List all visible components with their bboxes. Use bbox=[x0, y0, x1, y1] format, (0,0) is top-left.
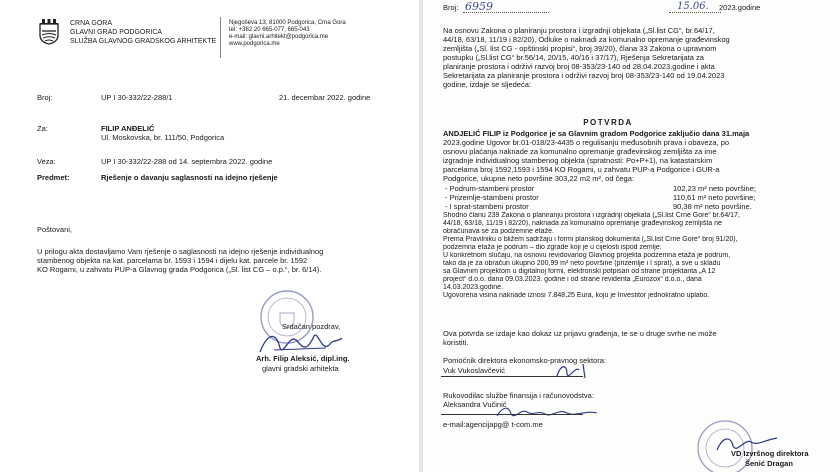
main-line: izgradnje individualnog stambenog objekta (spratnosti: Po+P+1), na katastarskim bbox=[443, 156, 713, 165]
recipient-address: Ul. Moskovska, br. 111/50, Podgorica bbox=[101, 133, 225, 142]
area-label: - Podrum-stambeni prostor bbox=[445, 184, 535, 193]
main-paragraph bbox=[443, 129, 803, 183]
calc-line: podzemna etaža je podrum – dio zgrade koji je u cijelosti ispod zemlje. bbox=[443, 244, 662, 251]
za-label: Za: bbox=[37, 124, 48, 133]
closing: Srdačan pozdrav, bbox=[282, 322, 341, 331]
predmet-value: Rješenje o davanju saglasnosti na idejno rješenje bbox=[101, 173, 278, 182]
letter-body-line: U prilogu akta dostavljamo Vam rješenje o saglasnosti na idejno rješenje individualnog bbox=[37, 247, 324, 256]
purpose-line: koristiti. bbox=[443, 338, 469, 347]
contact-website: www.podgorica.me bbox=[229, 41, 280, 47]
broj-label: Broj: bbox=[37, 93, 53, 102]
date-suffix: 2023.godine bbox=[719, 3, 761, 12]
intro-paragraph bbox=[443, 26, 803, 89]
coat-of-arms-icon bbox=[38, 18, 60, 45]
broj-label: Broj: bbox=[443, 3, 459, 12]
area-label: - Prizemlje-stambeni prostor bbox=[445, 193, 539, 202]
letter-body-line: KO Rogami, u zahvatu PUP-a Glavnog grada Podgorica („Sl. list CG – o.p.“, br. 6/14). bbox=[37, 265, 322, 274]
calc-line: Ugovorena visina naknade iznosi 7.848,25 Eura, koju je Investitor jednokratno uplatio. bbox=[443, 292, 710, 299]
signer-title: glavni gradski arhitekta bbox=[262, 364, 339, 373]
intro-line: 44/18, 63/18, 11/19 i 82/20), Odluke o naknadi za komunalno opremanje građevinskog bbox=[443, 35, 730, 44]
calc-line: obračunava se za podzemne etaže. bbox=[443, 228, 554, 235]
area-value: 110,61 m² neto površine; bbox=[673, 193, 756, 202]
signer-name: Arh. Filip Aleksić, dipl.ing. bbox=[256, 354, 350, 363]
left-document-page bbox=[0, 0, 419, 472]
document-title: POTVRDA bbox=[583, 118, 633, 127]
calculation-paragraph bbox=[443, 212, 805, 300]
letter-body-line: stambenog objekta na kat. parcelama br. 1593 i 1594 i dijelu kat. parcele br. 1592 bbox=[37, 256, 308, 265]
purpose-line: Ova potvrda se izdaje kao dokaz uz prijavu građenja, te se u druge svrhe ne može bbox=[443, 329, 717, 338]
assistant-title: Pomoćnik direktora ekonomsko-pravnog sektora: bbox=[443, 356, 606, 365]
broj-value: UP I 30-332/22-288/1 bbox=[101, 93, 173, 102]
assistant-name: Vuk Vukoslavčević bbox=[443, 366, 505, 375]
intro-line: planiranje prostora i održivi razvoj broj 08-353/23-140 od 28.04.2023.godine i akta bbox=[443, 62, 715, 71]
contact-address: Njegoševa 13, 81000 Podgorica, Crna Gora bbox=[229, 20, 346, 26]
calc-line: U konkretnom slučaju, na osnovu revidovanog Glavnog projekta podzemna etaža je podrum, bbox=[443, 252, 731, 259]
area-value: 102,23 m² neto površine; bbox=[673, 184, 756, 193]
right-document-page bbox=[423, 0, 840, 472]
director-title: VD Izvršnog direktora bbox=[731, 449, 809, 458]
area-value: 90,38 m² neto površine. bbox=[673, 202, 752, 211]
calc-line: Shodno članu 239 Zakona o planiranju prostora i izgradnji objekata („Sl.list Crne Gore“ br.64/17, bbox=[443, 212, 740, 219]
main-line: Podgorice, ukupne neto površine 303,22 m2 m², od čega: bbox=[443, 174, 634, 183]
org-name-line1: CRNA GORA bbox=[70, 20, 113, 27]
main-line: ANDJELIĆ FILIP iz Podgorice je sa Glavnim gradom Podgorice zaključio dana 31.maja bbox=[443, 129, 750, 138]
broj-value-handwritten: 6959 bbox=[465, 0, 493, 13]
calc-line: Prema Pravilniku o bližem sadržaju i formi planskog dokumenta („Sl.list Crne Gore“ broj 91/20), bbox=[443, 236, 738, 243]
main-line: 2023.godine Ugovor br.01-018/23-4435 o regulisanju međusobnih prava i obaveza, po bbox=[443, 138, 730, 147]
veza-label: Veza: bbox=[37, 157, 56, 166]
intro-line: Sekretarijata za planiranje prostora i održivi razvoj broj 08-353/23-140 od 19.04.2023 bbox=[443, 71, 725, 80]
broj-underline bbox=[463, 12, 549, 13]
org-name-line3: SLUŽBA GLAVNOG GRADSKOG ARHITEKTE bbox=[70, 38, 217, 45]
contact-email: e-mail:agencijapg@ t-com.me bbox=[443, 420, 543, 429]
area-row bbox=[445, 184, 765, 193]
calc-line: project“ d.o.o. dana 09.03.2023. godine i od strane revidenta „Eurozox“ d.o.o., dana bbox=[443, 276, 702, 283]
date-handwritten: 15.06. bbox=[677, 1, 709, 12]
purpose-paragraph bbox=[443, 329, 803, 347]
area-row bbox=[445, 202, 765, 211]
contact-phone: tel: +382 20 665-077, 665-043 bbox=[229, 27, 310, 33]
letter-body bbox=[37, 247, 393, 274]
predmet-label: Predmet: bbox=[37, 173, 70, 182]
header-divider bbox=[220, 17, 221, 58]
intro-line: zemljišta („Sl. list CG - opštinski propisi“, broj 39/20), člana 33 Zakona o upravnom bbox=[443, 44, 717, 53]
org-name-line2: GLAVNI GRAD PODGORICA bbox=[70, 29, 163, 36]
area-row bbox=[445, 193, 765, 202]
assistant-signature-icon bbox=[553, 360, 593, 382]
veza-value: UP I 30-332/22-288 od 14. septembra 2022. godine bbox=[101, 157, 273, 166]
calc-line: sa Glavnim projektom u digitalnoj formi, elektronski potpisan od strane projektanta „A 12 bbox=[443, 268, 716, 275]
area-label: - I sprat-stambeni prostor bbox=[445, 202, 529, 211]
calc-line: tako da je za obračun ukupno 200,99 m² neto površine (prizemlje i I sprat), a sve u skladu bbox=[443, 260, 721, 267]
date-underline bbox=[669, 12, 721, 13]
head-name: Aleksandra Vučinić bbox=[443, 400, 507, 409]
letter-date: 21. decembar 2022. godine bbox=[279, 93, 371, 102]
head-signature-line bbox=[441, 414, 583, 415]
intro-line: godine, izdaje se sljedeća: bbox=[443, 80, 531, 89]
main-line: osnovu plaćanja naknade za komunalno opremanje građevinskog zemljišta za ime bbox=[443, 147, 717, 156]
greeting: Poštovani, bbox=[37, 225, 73, 234]
main-line: parcelama broj 1592,1593 i 1594 KO Rogami, u zahvatu PUP-a Podgorice i GUR-a bbox=[443, 165, 720, 174]
head-title: Rukovodilac službe finansija i računovodstva: bbox=[443, 391, 594, 400]
contact-email: e-mail: glavni.arhitekt@podgorica.me bbox=[229, 34, 329, 40]
calc-line: 14.03.2023.godine. bbox=[443, 284, 503, 291]
intro-line: Na osnovu Zakona o planiranju prostora i izgradnji objekata („Sl.list CG“, br.64/17, bbox=[443, 26, 715, 35]
director-name: Šenić Dragan bbox=[745, 459, 793, 468]
recipient-name: FILIP ANĐELIĆ bbox=[101, 124, 155, 133]
intro-line: postupku („Sl.list CG“ br.56/14, 20/15, 40/16 i 37/17), Rješenja Sekretarijata za bbox=[443, 53, 704, 62]
area-list bbox=[445, 184, 765, 211]
calc-line: 44/18, 63/18, 11/19 i 82/20), naknada za komunalno opremanje građevinskog zemljišta ne bbox=[443, 220, 722, 227]
